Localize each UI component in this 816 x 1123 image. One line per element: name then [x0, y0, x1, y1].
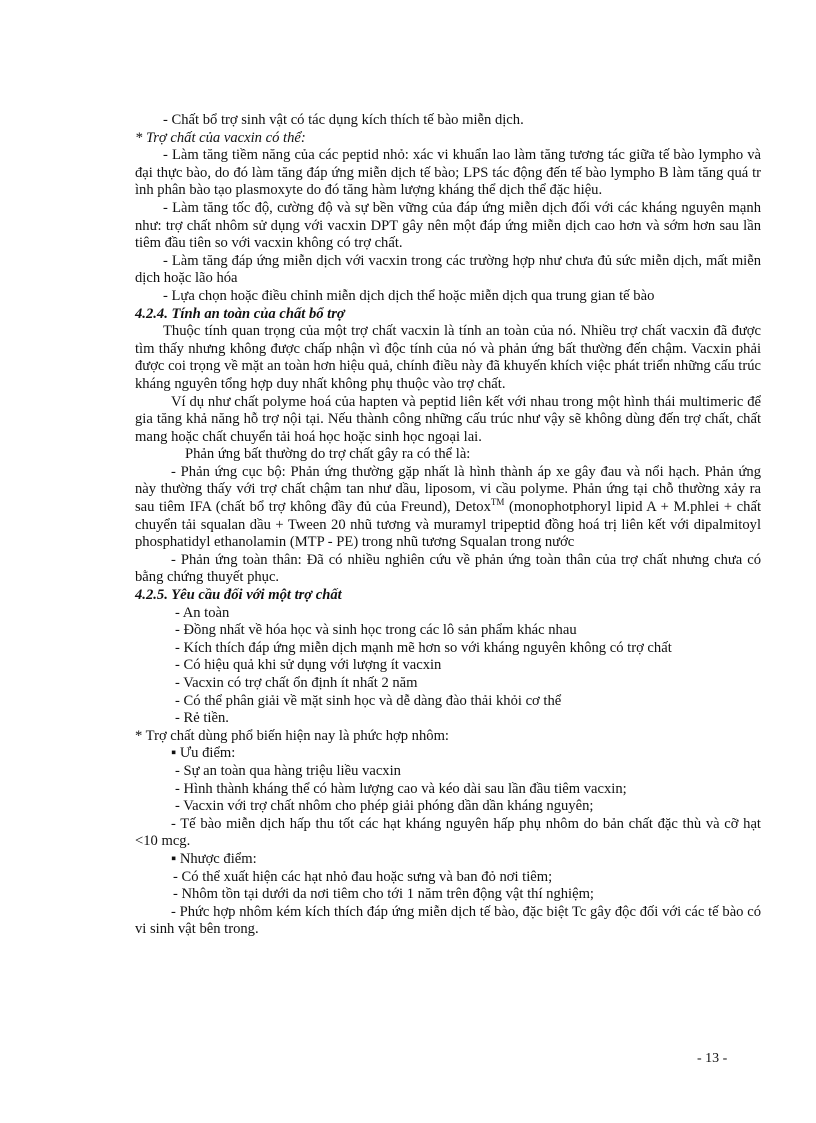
list-item: - Có thể xuất hiện các hạt nhỏ đau hoặc sưng và ban đỏ nơi tiêm;	[173, 868, 553, 885]
paragraph-text: (monophotphoryl lipid A + M.phlei + chất chuyển tải squalan dầu + Tween 20 nhũ tương và muramyl tripeptid đồng hoá trị liên kết với dipalmitoyl phosphatidyl ethanolamin (MTP - PE) trong nhũ tương Squalan trong nước	[135, 499, 761, 551]
list-item: - Đồng nhất về hóa học và sinh học trong các lô sản phẩm khác nhau	[175, 622, 577, 639]
list-item: - Sự an toàn qua hàng triệu liều vacxin	[175, 762, 401, 779]
paragraph-text: - Phản ứng cục bộ: Phản ứng thường gặp nhất là hình thành áp xe gây đau và nổi hạch. Phản ứng này thường thấy với trợ chất chậm tan như dầu, liposom, vi cầu polyme. Phản ứng tại chỗ thường xảy ra sau tiêm IFA (chất bổ trợ không đầy đủ của Freund), Detox	[135, 463, 761, 516]
trademark-superscript: TM	[490, 497, 505, 508]
list-item: - Có hiệu quả khi sử dụng với lượng ít vacxin	[175, 657, 442, 674]
list-item: - An toàn	[175, 604, 230, 621]
list-item: - Rẻ tiền.	[175, 710, 229, 727]
bullet-heading: ▪ Nhược điểm:	[171, 850, 257, 867]
list-item: - Nhôm tồn tại dưới da nơi tiêm cho tới 1 năm trên động vật thí nghiệm;	[173, 886, 594, 903]
document-body	[135, 112, 761, 939]
section-heading: 4.2.4. Tính an toàn của chất bổ trợ	[135, 305, 345, 322]
paragraph: - Làm tăng tiềm năng của các peptid nhỏ: xác vi khuẩn lao làm tăng tương tác giữa tế bào lympho và đại thực bào, do đó làm tăng đáp ứng miễn dịch tế bào; LPS tác động đến tế bào lympho B làm tăng quá tr ình phân bào tạo plasmoxyte do đó tăng hàm lượng kháng thể dịch thể đặc hiệu.	[135, 147, 761, 199]
paragraph: - Làm tăng tốc độ, cường độ và sự bền vững của đáp ứng miễn dịch đối với các kháng nguyên mạnh như: trợ chất nhôm sử dụng với vacxin DPT gây nên một đáp ứng miễn dịch cao hơn và sớm hơn sau lần tiêm đầu tiên so với vacxin không có trợ chất.	[135, 199, 761, 252]
paragraph	[135, 464, 761, 552]
subheading: * Trợ chất của vacxin có thể:	[135, 129, 306, 146]
section-heading: 4.2.5. Yêu cầu đối với một trợ chất	[135, 587, 342, 604]
bullet-heading: ▪ Ưu điểm:	[171, 745, 236, 762]
paragraph: - Tế bào miễn dịch hấp thu tốt các hạt kháng nguyên hấp phụ nhôm do bản chất đặc thù và cỡ hạt <10 mcg.	[135, 815, 761, 850]
list-item: - Vacxin có trợ chất ổn định ít nhất 2 năm	[175, 675, 418, 691]
paragraph: - Lựa chọn hoặc điều chỉnh miễn dịch dịch thể hoặc miễn dịch qua trung gian tế bào	[163, 287, 655, 304]
paragraph: * Trợ chất dùng phổ biến hiện nay là phức hợp nhôm:	[135, 727, 449, 744]
list-item: - Hình thành kháng thể có hàm lượng cao và kéo dài sau lần đầu tiêm vacxin;	[175, 780, 627, 797]
page-number: - 13 -	[697, 1051, 728, 1066]
list-item: - Có thể phân giải về mặt sinh học và dễ dàng đào thải khỏi cơ thể	[175, 692, 562, 709]
paragraph: Phản ứng bất thường do trợ chất gây ra có thể là:	[185, 446, 471, 463]
paragraph: - Phức hợp nhôm kém kích thích đáp ứng miễn dịch tế bào, đặc biệt Tc gây độc đối với các tế bào có vi sinh vật bên trong.	[135, 903, 761, 938]
list-item: - Kích thích đáp ứng miễn dịch mạnh mẽ hơn so với kháng nguyên không có trợ chất	[175, 639, 672, 656]
list-item: - Vacxin với trợ chất nhôm cho phép giải phóng dần dần kháng nguyên;	[175, 798, 594, 815]
paragraph: - Làm tăng đáp ứng miễn dịch với vacxin trong các trường hợp như chưa đủ sức miễn dịch, mất miễn dịch hoặc lão hóa	[135, 252, 761, 287]
paragraph: Ví dụ như chất polyme hoá của hapten và peptid liên kết với nhau trong một hình thái multimeric để gia tăng khả năng hỗ trợ nội tại. Nếu thành công những cấu trúc như vậy sẽ không dùng đến trợ chất, chất mang hoặc chất chuyển tải hoá học hoặc sinh học ngoại lai.	[135, 393, 761, 445]
paragraph: - Chất bổ trợ sinh vật có tác dụng kích thích tế bào miễn dịch.	[163, 112, 524, 128]
paragraph: Thuộc tính quan trọng của một trợ chất vacxin là tính an toàn của nó. Nhiều trợ chất vacxin đã được tìm thấy nhưng không được chấp nhận vì độc tính của nó và phản ứng bất thường đến chậm. Vacxin phải được coi trọng về mặt an toàn hơn hiệu quả, chính điều này đã khuyến khích việc phát triển những cấu trúc kháng nguyên tổng hợp duy nhất không phụ thuộc vào trợ chất.	[135, 323, 761, 392]
paragraph: - Phản ứng toàn thân: Đã có nhiều nghiên cứu về phản ứng toàn thân của trợ chất nhưng chưa có bằng chứng thuyết phục.	[135, 551, 761, 586]
